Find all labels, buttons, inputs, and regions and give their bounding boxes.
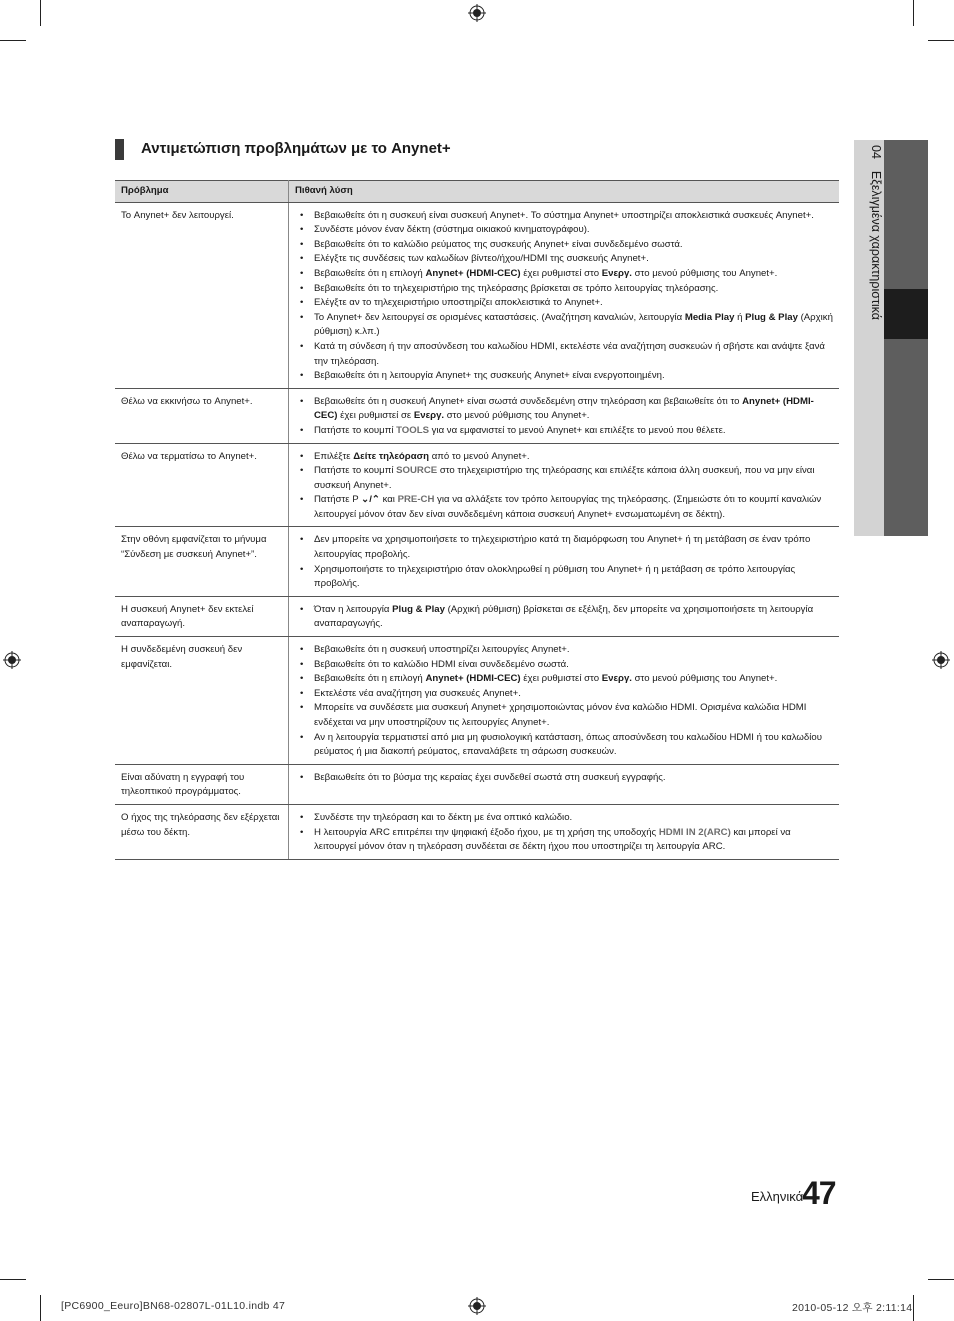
problem-cell: Η συσκευή Anynet+ δεν εκτελεί αναπαραγωγή. bbox=[115, 596, 289, 636]
solution-text: Επιλέξτε bbox=[314, 450, 354, 462]
solution-text: Το Anynet+ δεν λειτουργεί σε ορισμένες καταστάσεις. (Αναζήτηση καναλιών, λειτουργία bbox=[314, 311, 685, 323]
solution-cell bbox=[289, 443, 840, 527]
solution-text: Βεβαιωθείτε ότι η συσκευή Anynet+ είναι σωστά συνδεδεμένη στην τηλεόραση και βεβαιωθείτε ότι το bbox=[314, 395, 743, 407]
table-row bbox=[115, 388, 839, 443]
solution-item bbox=[295, 493, 833, 522]
solution-text: έχει ρυθμιστεί σε bbox=[337, 410, 414, 422]
solution-text: Anynet+ (HDMI-CEC) bbox=[314, 395, 814, 422]
solution-text: και μπορεί να λειτουργεί μόνον όταν η τηλεόραση συνδέεται σε δέκτη ήχου που υποστηρίζει τη λειτουργία ARC. bbox=[314, 826, 791, 853]
problem-cell: Είναι αδύνατη η εγγραφή του τηλεοπτικού προγράμματος. bbox=[115, 764, 289, 804]
solution-text: Plug & Play bbox=[392, 603, 445, 615]
solution-list bbox=[295, 533, 833, 591]
registration-mark-icon bbox=[468, 4, 486, 22]
solution-text: Anynet+ (HDMI-CEC) bbox=[425, 267, 521, 279]
problem-cell: Στην οθόνη εμφανίζεται το μήνυμα “Σύνδεση με συσκευή Anynet+”. bbox=[115, 527, 289, 596]
solution-text: Βεβαιωθείτε ότι το καλώδιο HDMI είναι συνδεδεμένο σωστά. bbox=[314, 658, 569, 670]
page-language: Ελληνικά bbox=[751, 1189, 804, 1204]
table-row bbox=[115, 443, 839, 527]
solution-item bbox=[295, 209, 833, 224]
solution-text: στο μενού ρύθμισης του Anynet+. bbox=[444, 410, 590, 422]
solution-list bbox=[295, 643, 833, 760]
solution-text: Βεβαιωθείτε ότι η συσκευή υποστηρίζει λειτουργίες Anynet+. bbox=[314, 644, 570, 656]
solution-text: ⌄/⌃ bbox=[361, 494, 380, 506]
solution-item bbox=[295, 252, 833, 267]
problem-cell: Ο ήχος της τηλεόρασης δεν εξέρχεται μέσω του δέκτη. bbox=[115, 804, 289, 859]
crop-mark bbox=[0, 40, 26, 41]
solution-text: PRE-CH bbox=[397, 494, 435, 506]
solution-text: TOOLS bbox=[396, 424, 429, 436]
solution-cell bbox=[289, 596, 840, 636]
solution-item bbox=[295, 311, 833, 340]
solution-text: έχει ρυθμιστεί στο bbox=[520, 267, 602, 279]
chapter-tab-active-marker bbox=[884, 289, 928, 339]
chapter-title: Εξελιγμένα χαρακτηριστικά bbox=[869, 170, 883, 320]
solution-text: SOURCE bbox=[396, 465, 438, 477]
solution-text: Ελέγξτε αν το τηλεχειριστήριο υποστηρίζει αποκλειστικά το Anynet+. bbox=[314, 297, 603, 309]
solution-item bbox=[295, 282, 833, 297]
table-row bbox=[115, 804, 839, 859]
registration-mark-icon bbox=[932, 651, 950, 669]
solution-item bbox=[295, 811, 833, 826]
solution-item bbox=[295, 701, 833, 730]
solution-text: Βεβαιωθείτε ότι το καλώδιο ρεύματος της συσκευής Anynet+ είναι συνδεδεμένο σωστά. bbox=[314, 238, 683, 250]
solution-item bbox=[295, 296, 833, 311]
solution-text: για να αλλάξετε τον τρόπο λειτουργίας της τηλεόρασης. (Σημειώστε ότι το κουμπί καναλιών λειτουργεί μόνον όταν δεν είναι συνδεδεμένη κάποια συσκευή Anynet+ ενσωματωμένη σε δέκτη). bbox=[314, 494, 822, 520]
solution-text: HDMI IN 2(ARC) bbox=[658, 826, 731, 838]
crop-mark bbox=[40, 1295, 41, 1321]
crop-mark bbox=[913, 0, 914, 26]
table-row bbox=[115, 764, 839, 804]
solution-text: Ενεργ. bbox=[601, 673, 632, 685]
solution-text: Πατήστε το κουμπί bbox=[314, 424, 397, 436]
solution-text: Πατήστε P bbox=[314, 494, 362, 506]
table-row bbox=[115, 637, 839, 765]
solution-list bbox=[295, 209, 833, 384]
solution-text: Η λειτουργία ARC επιτρέπει την ψηφιακή έξοδο ήχου, με τη χρήση της υποδοχής bbox=[314, 826, 659, 838]
solution-text: Συνδέστε μόνον έναν δέκτη (σύστημα οικιακού κινηματογράφου). bbox=[314, 224, 590, 236]
solution-text: Ελέγξτε τις συνδέσεις των καλωδίων βίντεο/ήχου/HDMI της συσκευής Anynet+. bbox=[314, 253, 649, 265]
solution-text: Media Play bbox=[684, 311, 735, 323]
crop-mark bbox=[913, 1295, 914, 1321]
solution-item bbox=[295, 223, 833, 238]
solution-text: Εκτελέστε νέα αναζήτηση για συσκευές Anynet+. bbox=[314, 687, 521, 699]
solution-item bbox=[295, 731, 833, 760]
solution-text: έχει ρυθμιστεί στο bbox=[520, 673, 602, 685]
crop-mark bbox=[40, 0, 41, 26]
solution-text: Συνδέστε την τηλεόραση και το δέκτη με ένα οπτικό καλώδιο. bbox=[314, 811, 573, 823]
troubleshooting-table bbox=[115, 180, 839, 860]
solution-item bbox=[295, 533, 833, 562]
crop-mark bbox=[928, 40, 954, 41]
solution-text: Βεβαιωθείτε ότι η επιλογή bbox=[314, 267, 426, 279]
page-number: 47 bbox=[802, 1175, 836, 1211]
header-problem: Πρόβλημα bbox=[115, 181, 289, 203]
problem-cell: Θέλω να εκκινήσω το Anynet+. bbox=[115, 388, 289, 443]
solution-text: ή bbox=[734, 311, 746, 323]
solution-text: Μπορείτε να συνδέσετε μια συσκευή Anynet+ χρησιμοποιώντας μόνον ένα καλώδιο HDMI. Ορισμένα καλώδια HDMI ενδέχεται να μην υποστηρίζουν τις λειτουργίες Anynet+. bbox=[314, 702, 807, 728]
section-title: Αντιμετώπιση προβλημάτων με το Anynet+ bbox=[141, 140, 451, 157]
solution-text: στο μενού ρύθμισης του Anynet+. bbox=[631, 267, 778, 279]
solution-item bbox=[295, 464, 833, 493]
solution-text: Βεβαιωθείτε ότι η επιλογή bbox=[314, 673, 426, 685]
solution-text: Κατά τη σύνδεση ή την αποσύνδεση του καλωδίου HDMI, εκτελέστε νέα αναζήτηση συσκευών ή σβήστε και ανάψτε ξανά την τηλεόραση. bbox=[314, 340, 825, 367]
solution-text: Anynet+ (HDMI-CEC) bbox=[425, 673, 521, 685]
solution-item bbox=[295, 563, 833, 592]
registration-mark-icon bbox=[468, 1297, 486, 1315]
solution-item bbox=[295, 658, 833, 673]
solution-text: Όταν η λειτουργία bbox=[314, 603, 393, 615]
solution-cell bbox=[289, 388, 840, 443]
crop-mark bbox=[0, 1279, 26, 1280]
solution-item bbox=[295, 672, 833, 687]
solution-item bbox=[295, 687, 833, 702]
solution-text: Βεβαιωθείτε ότι το τηλεχειριστήριο της τηλεόρασης βρίσκεται σε τρόπο λειτουργίας τηλεόρασης. bbox=[314, 282, 719, 294]
solution-item bbox=[295, 340, 833, 369]
problem-cell: Θέλω να τερματίσω το Anynet+. bbox=[115, 443, 289, 527]
solution-text: Αν η λειτουργία τερματιστεί από μια μη φυσιολογική κατάσταση, όπως αποσύνδεση του καλωδίου HDMI ή του καλωδίου ρεύματος ή μια διακοπή ρεύματος, επαναλάβετε τη σάρωση συσκευών. bbox=[314, 731, 822, 758]
registration-mark-icon bbox=[3, 651, 21, 669]
solution-cell bbox=[289, 764, 840, 804]
table-row bbox=[115, 202, 839, 388]
problem-cell: Η συνδεδεμένη συσκευή δεν εμφανίζεται. bbox=[115, 637, 289, 765]
solution-text: για να εμφανιστεί το μενού Anynet+ και επιλέξτε το μενού που θέλετε. bbox=[429, 424, 726, 436]
solution-text: από το μενού Anynet+. bbox=[429, 450, 530, 462]
header-solution: Πιθανή λύση bbox=[289, 181, 840, 203]
crop-mark bbox=[928, 1279, 954, 1280]
print-file-info: [PC6900_Eeuro]BN68-02807L-01L10.indb 47 bbox=[61, 1300, 286, 1312]
solution-text: Βεβαιωθείτε ότι το βύσμα της κεραίας έχει συνδεθεί σωστά στη συσκευή εγγραφής. bbox=[314, 771, 666, 783]
solution-item bbox=[295, 450, 833, 465]
section-title-marker bbox=[115, 139, 124, 160]
solution-text: (Αρχική ρύθμιση) βρίσκεται σε εξέλιξη, δεν μπορείτε να χρησιμοποιήσετε τη λειτουργία αναπαραγωγής. bbox=[314, 603, 814, 630]
solution-text: Χρησιμοποιήστε το τηλεχειριστήριο όταν ολοκληρωθεί η ρύθμιση του Anynet+ ή η μετάβαση σε τρόπο λειτουργίας προβολής. bbox=[314, 563, 796, 590]
solution-item bbox=[295, 643, 833, 658]
solution-cell bbox=[289, 202, 840, 388]
solution-item bbox=[295, 771, 833, 786]
table-header-row bbox=[115, 181, 839, 203]
solution-item bbox=[295, 424, 833, 439]
solution-list bbox=[295, 450, 833, 523]
solution-item bbox=[295, 369, 833, 384]
solution-item bbox=[295, 267, 833, 282]
table-row bbox=[115, 527, 839, 596]
solution-text: Βεβαιωθείτε ότι η λειτουργία Anynet+ της συσκευής Anynet+ είναι ενεργοποιημένη. bbox=[314, 370, 665, 382]
solution-list bbox=[295, 603, 833, 632]
solution-text: Βεβαιωθείτε ότι η συσκευή είναι συσκευή Anynet+. Το σύστημα Anynet+ υποστηρίζει αποκλειστικά συσκευές Anynet+. bbox=[314, 209, 814, 221]
solution-text: στο τηλεχειριστήριο της τηλεόρασης και επιλέξτε κάποια άλλη συσκευή, που να μην είναι συσκευή Anynet+. bbox=[314, 465, 815, 491]
table-row bbox=[115, 596, 839, 636]
problem-cell: Το Anynet+ δεν λειτουργεί. bbox=[115, 202, 289, 388]
solution-item bbox=[295, 826, 833, 855]
solution-text: Δεν μπορείτε να χρησιμοποιήσετε το τηλεχειριστήριο κατά τη διαμόρφωση του Anynet+ ή τη μετάβαση σε έναν τρόπο λειτουργίας προβολής. bbox=[314, 534, 811, 561]
print-timestamp: 2010-05-12 오후 2:11:14 bbox=[792, 1302, 913, 1314]
solution-text: Plug & Play bbox=[745, 311, 798, 323]
solution-item bbox=[295, 238, 833, 253]
solution-text: Πατήστε το κουμπί bbox=[314, 465, 397, 477]
solution-text: Δείτε τηλεόραση bbox=[353, 450, 430, 462]
solution-list bbox=[295, 395, 833, 439]
solution-item bbox=[295, 603, 833, 632]
solution-cell bbox=[289, 804, 840, 859]
solution-text: στο μενού ρύθμισης του Anynet+. bbox=[631, 673, 778, 685]
solution-item bbox=[295, 395, 833, 424]
chapter-number: 04 bbox=[869, 145, 883, 159]
solution-text: Ενεργ. bbox=[601, 267, 632, 279]
solution-text: Ενεργ. bbox=[413, 410, 445, 422]
chapter-tab-label bbox=[869, 145, 883, 320]
solution-text: και bbox=[379, 494, 398, 506]
solution-cell bbox=[289, 637, 840, 765]
solution-text: (Αρχική ρύθμιση) κ.λπ.) bbox=[314, 311, 833, 338]
solution-cell bbox=[289, 527, 840, 596]
table-body bbox=[115, 202, 839, 859]
solution-list bbox=[295, 811, 833, 855]
solution-list bbox=[295, 771, 833, 786]
